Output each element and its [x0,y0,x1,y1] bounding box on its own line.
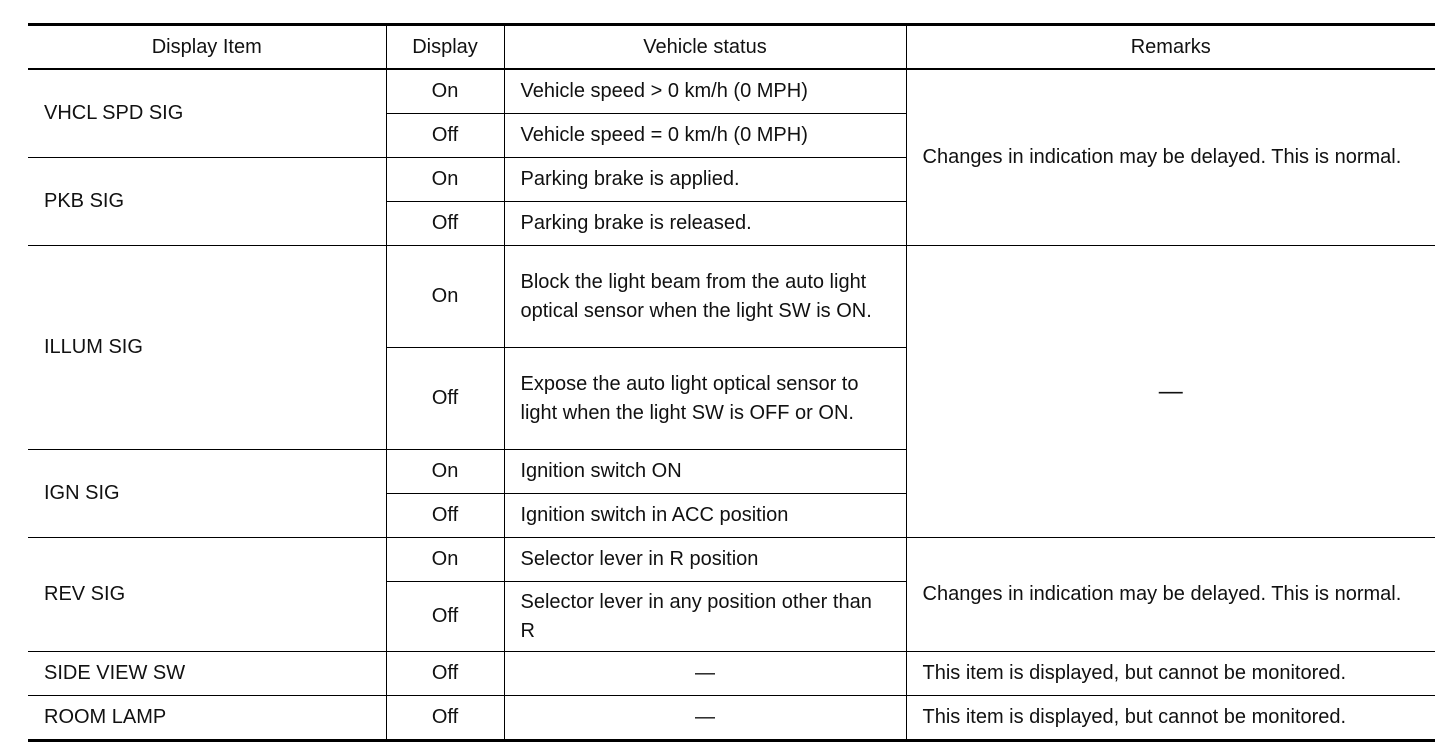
vehicle-status: Selector lever in R position [504,538,906,582]
display-value: Off [386,696,504,741]
table-row [28,69,1435,114]
item-side-view-sw: SIDE VIEW SW [28,652,386,696]
header-row [28,25,1435,70]
display-value: On [386,69,504,114]
display-value: Off [386,494,504,538]
header-vehicle-status: Vehicle status [504,25,906,70]
display-value: Off [386,582,504,652]
remarks-cell: Changes in indication may be delayed. This is normal. [906,538,1435,652]
vehicle-status: — [504,696,906,741]
display-value: Off [386,114,504,158]
header-display: Display [386,25,504,70]
header-remarks: Remarks [906,25,1435,70]
display-value: Off [386,348,504,450]
item-pkb-sig: PKB SIG [28,158,386,246]
table-row [28,246,1435,348]
remarks-cell: This item is displayed, but cannot be monitored. [906,696,1435,741]
item-room-lamp: ROOM LAMP [28,696,386,741]
vehicle-status: Parking brake is released. [504,202,906,246]
item-ign-sig: IGN SIG [28,450,386,538]
remarks-cell: — [906,246,1435,538]
remarks-cell: This item is displayed, but cannot be monitored. [906,652,1435,696]
display-value: On [386,450,504,494]
vehicle-status: Vehicle speed > 0 km/h (0 MPH) [504,69,906,114]
vehicle-status: Vehicle speed = 0 km/h (0 MPH) [504,114,906,158]
header-display-item: Display Item [28,25,386,70]
display-value: On [386,158,504,202]
table-row [28,652,1435,696]
display-value: On [386,538,504,582]
display-value: Off [386,652,504,696]
display-item-table [28,23,1435,742]
vehicle-status: — [504,652,906,696]
vehicle-status: Selector lever in any position other than R [504,582,906,652]
table-row [28,538,1435,582]
vehicle-status: Parking brake is applied. [504,158,906,202]
display-value: Off [386,202,504,246]
item-illum-sig: ILLUM SIG [28,246,386,450]
vehicle-status: Block the light beam from the auto light optical sensor when the light SW is ON. [504,246,906,348]
vehicle-status: Ignition switch ON [504,450,906,494]
vehicle-status: Expose the auto light optical sensor to light when the light SW is OFF or ON. [504,348,906,450]
remarks-cell: Changes in indication may be delayed. This is normal. [906,69,1435,246]
table-row [28,696,1435,741]
display-value: On [386,246,504,348]
item-vhcl-spd-sig: VHCL SPD SIG [28,69,386,158]
item-rev-sig: REV SIG [28,538,386,652]
vehicle-status: Ignition switch in ACC position [504,494,906,538]
